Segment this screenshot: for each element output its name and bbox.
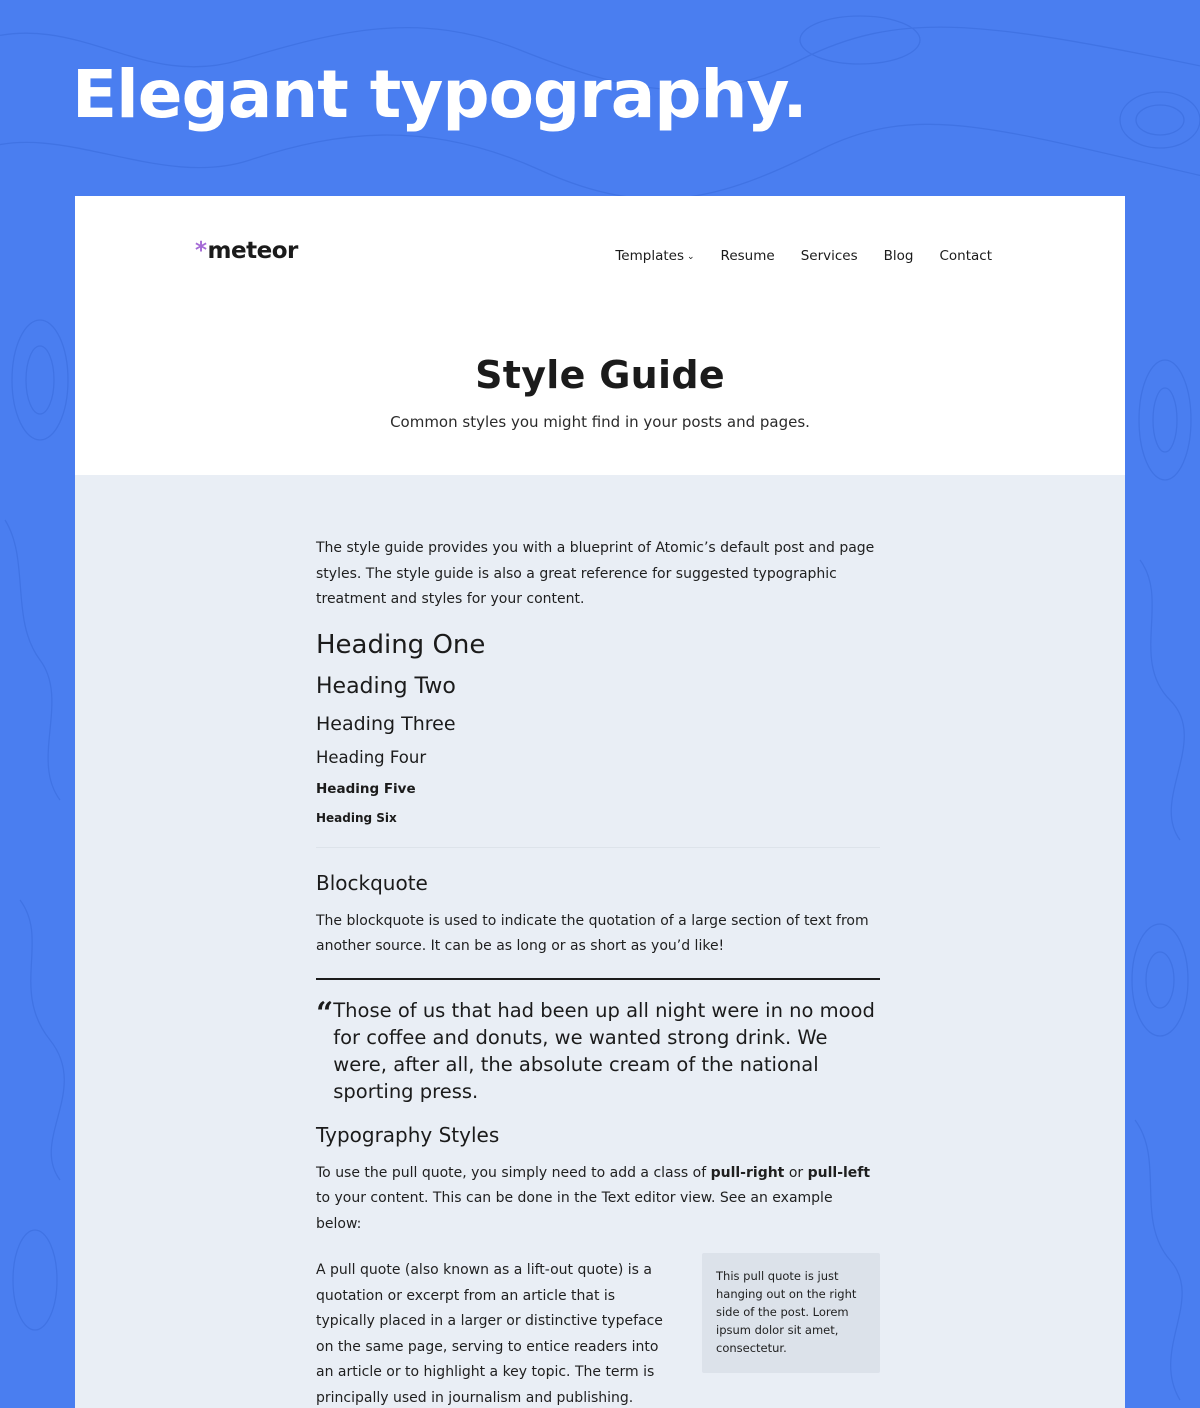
nav-item-blog[interactable]: Blog: [883, 248, 914, 264]
nav-item-resume[interactable]: Resume: [720, 248, 775, 264]
intro-paragraph: The style guide provides you with a blueprint of Atomic’s default post and page styles. The style guide is also a great reference for suggested typographic treatment and styles for your content.: [316, 540, 875, 607]
quote-mark-icon: “: [316, 995, 334, 1031]
logo-asterisk-icon: *: [195, 238, 207, 264]
nav-item-templates[interactable]: [615, 248, 694, 264]
nav-item-contact[interactable]: Contact: [939, 248, 992, 264]
pullquote-example: [316, 1258, 880, 1408]
hero-title: Elegant typography.: [72, 56, 807, 133]
instructions-text: To use the pull quote, you simply need to add a class of: [316, 1164, 711, 1181]
heading-four: Heading Four: [316, 747, 427, 767]
heading-three: Heading Three: [316, 712, 456, 735]
blockquote-text: Those of us that had been up all night were in no mood for coffee and donuts, we wanted strong drink. We were, after all, the absolute cream of the national sporting press.: [333, 998, 875, 1103]
nav-item-services[interactable]: Services: [800, 248, 858, 264]
page-subtitle: Common styles you might find in your posts and pages.: [390, 413, 810, 431]
blockquote-rule: [316, 978, 880, 980]
heading-six: Heading Six: [316, 810, 397, 825]
class-pull-left: pull-left: [807, 1164, 871, 1181]
heading-one: Heading One: [316, 629, 486, 660]
page-title: Style Guide: [475, 353, 725, 397]
instructions-text: or: [784, 1164, 808, 1181]
main-nav: [615, 248, 992, 264]
nav-item-label: Templates: [615, 248, 684, 264]
site-header: [75, 196, 1125, 475]
pullquote-instructions: [316, 1161, 880, 1238]
heading-five: Heading Five: [316, 780, 416, 797]
class-pull-right: pull-right: [710, 1164, 785, 1181]
typography-heading: Typography Styles: [316, 1122, 500, 1147]
post-content: [316, 536, 880, 1408]
section-divider: [316, 847, 880, 848]
instructions-text: to your content. This can be done in the Text editor view. See an example below:: [316, 1190, 833, 1232]
pullquote-paragraph: A pull quote (also known as a lift-out quote) is a quotation or excerpt from an article that is typically placed in a larger or distinctive typeface on the same page, serving to entice readers into an article or to highlight a key topic. The term is principally used in journalism and publishing.: [316, 1262, 663, 1406]
blockquote-description: The blockquote is used to indicate the quotation of a large section of text from another source. It can be as long or as short as you’d like!: [316, 912, 869, 954]
blockquote: [316, 997, 880, 1105]
site-logo[interactable]: [195, 238, 298, 264]
heading-two: Heading Two: [316, 673, 456, 699]
chevron-down-icon: ⌄: [687, 252, 695, 262]
pullquote-box: This pull quote is just hanging out on the right side of the post. Lorem ipsum dolor sit amet, consectetur.: [702, 1253, 880, 1373]
logo-text: meteor: [207, 238, 298, 264]
site-preview-frame: [75, 196, 1125, 1408]
blockquote-heading: Blockquote: [316, 870, 428, 895]
